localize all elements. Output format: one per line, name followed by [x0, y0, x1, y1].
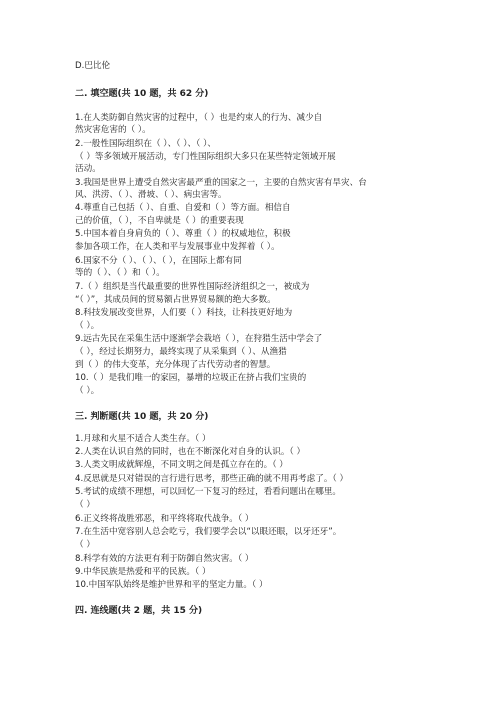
fill-line: “（ ）”，其成员间的贸易额占世界贸易额的绝大多数。	[75, 295, 276, 305]
fill-line: （ ）。	[75, 321, 100, 331]
fill-line: 10.（ ）是我们唯一的家园，暴增的垃圾正在挤占我们宝贵的	[75, 373, 307, 383]
fill-line: 5.中国本着自身肩负的（ ）、尊重（ ）的权威地位，积极	[75, 229, 291, 239]
judge-line: 2.人类在认识自然的同时，也在不断深化对自身的认识。（ ）	[75, 447, 306, 457]
fill-line: 参加各项工作，在人类和平与发展事业中发挥着（ ）。	[75, 242, 280, 252]
judge-line: 9.中华民族是热爱和平的民族。（ ）	[75, 567, 211, 577]
judge-line: 1.月球和火星不适合人类生存。（ ）	[75, 434, 211, 444]
fill-line: 8.科技发展改变世界，人们要（ ）科技，让科技更好地为	[75, 308, 293, 318]
fill-line: 己的价值，（ ），不自卑就是（ ）的重要表现	[75, 216, 244, 226]
fill-line: 6.国家不分（ ）、（ ）、（ ），在国际上都有同	[75, 256, 242, 266]
judge-line: 7.在生活中宽容别人总会吃亏，我们要学会以“以眼还眼，以牙还牙”。	[75, 527, 342, 537]
fill-line: 4.尊重自己包括（ ）、自重、自爱和（ ）等方面。相信自	[75, 203, 291, 213]
fill-line: （ ）。	[75, 386, 100, 396]
fill-line: 然灾害危害的（ ）。	[75, 125, 151, 135]
section-4-heading: 四. 连线题(共 2 题，共 15 分)	[75, 606, 203, 616]
fill-line: 到（ ）的伟大变革，充分体现了古代劳动者的智慧。	[75, 360, 276, 370]
fill-line: 2.一般性国际组织在（ ）、（ ）、（ ）、	[75, 139, 216, 149]
fill-line: （ ），经过长期努力，最终实现了从采集到（ ）、从渔猎	[75, 347, 287, 357]
section-2-heading: 二. 填空题(共 10 题，共 62 分)	[75, 89, 209, 99]
fill-line: 等的（ ）、（ ）和（ ）。	[75, 268, 165, 278]
fill-line: 风、洪涝、（ ）、滑坡、（ ）、病虫害等。	[75, 190, 227, 200]
judge-line: （ ）	[75, 540, 95, 550]
option-d: D.巴比伦	[75, 61, 111, 71]
fill-line: （ ）等多领域开展活动，专门性国际组织大多只在某些特定领域开展	[75, 152, 336, 162]
fill-line: 3.我国是世界上遭受自然灾害最严重的国家之一，主要的自然灾害有旱灾、台	[75, 178, 367, 188]
judge-line: （ ）	[75, 500, 95, 510]
judge-line: 10.中国军队始终是维护世界和平的坚定力量。（ ）	[75, 580, 268, 590]
judge-line: 3.人类文明成就辉煌，不同文明之间是孤立存在的。（ ）	[75, 460, 288, 470]
fill-line: 1.在人类防御自然灾害的过程中，（ ）也是约束人的行为、减少自	[75, 113, 323, 123]
fill-line: 7.（ ）组织是当代最重要的世界性国际经济组织之一，被成为	[75, 282, 310, 292]
judge-line: 5.考试的成绩不理想，可以回忆一下复习的经过，看看问题出在哪里。	[75, 487, 342, 497]
fill-line: 活动。	[75, 164, 101, 174]
judge-line: 8.科学有效的方法更有利于防御自然灾害。（ ）	[75, 554, 254, 564]
fill-line: 9.远古先民在采集生活中逐渐学会栽培（ ），在狩猎生活中学会了	[75, 334, 323, 344]
judge-line: 4.反思就是只对错误的言行进行思考，那些正确的就不用再考虑了。（ ）	[75, 474, 349, 484]
judge-line: 6.正义终将战胜邪恶，和平终将取代战争。（ ）	[75, 514, 254, 524]
section-3-heading: 三. 判断题(共 10 题，共 20 分)	[75, 412, 209, 422]
